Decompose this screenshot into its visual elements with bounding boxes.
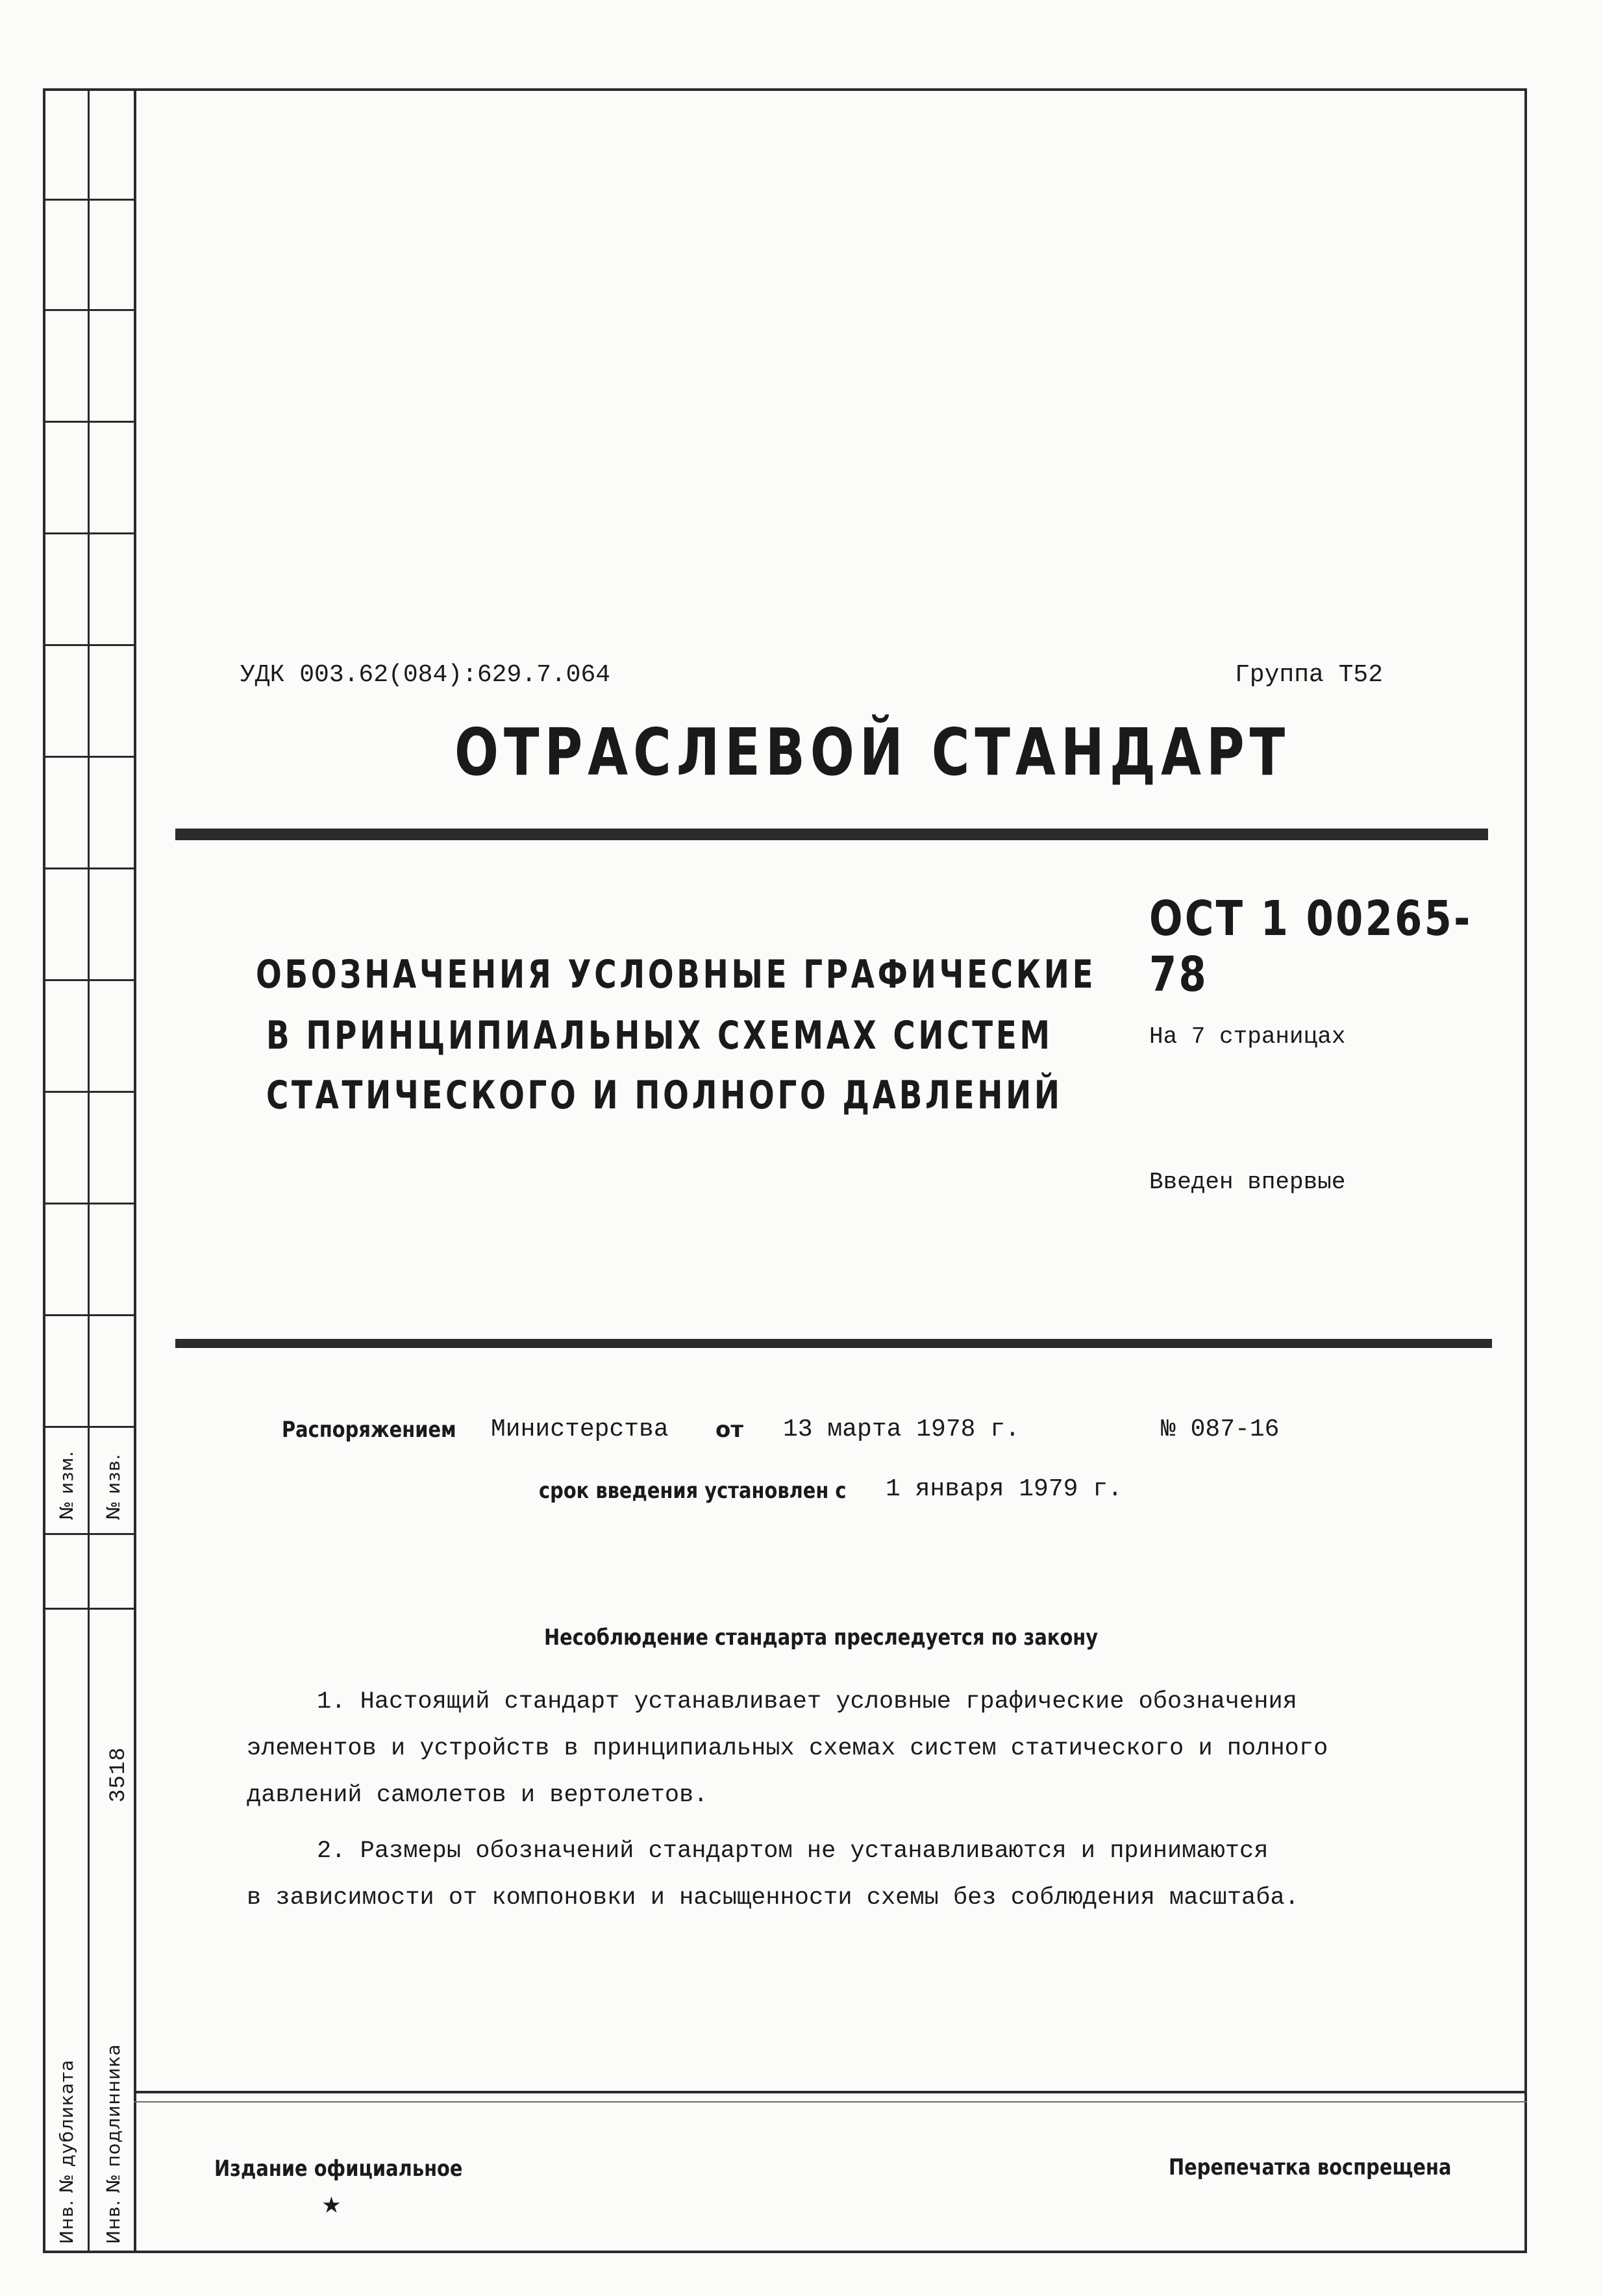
star-icon: ★	[322, 2188, 341, 2223]
strip-line	[43, 1533, 134, 1535]
page-title: ОТРАСЛЕВОЙ СТАНДАРТ	[454, 714, 1291, 790]
strip-line	[43, 756, 134, 758]
page-count: На 7 страницах	[1149, 1023, 1346, 1050]
law-notice: Несоблюдение стандарта преследуется по закону	[544, 1625, 1099, 1651]
standard-number: ОСТ 1 00265-78	[1149, 891, 1473, 1003]
side-strip-column-divider	[43, 88, 90, 2253]
order-label: Распоряжением	[282, 1417, 456, 1443]
order-ministry: Министерства	[491, 1416, 669, 1443]
paragraph-1-line: 1. Настоящий стандарт устанавливает условные графические обозначения	[317, 1688, 1297, 1716]
term-label: срок введения установлен с	[539, 1478, 847, 1504]
original-inv-value: 3518	[106, 1747, 131, 1803]
udk-code: УДК 003.62(084):629.7.064	[240, 661, 611, 689]
original-inv-label: Инв. № подлинника	[103, 2043, 124, 2244]
paragraph-2-line: в зависимости от компоновки и насыщенности схемы без соблюдения масштаба.	[247, 1884, 1299, 1912]
footer-rule-thin	[134, 2101, 1527, 2103]
strip-line	[43, 309, 134, 311]
order-from-label: от	[715, 1417, 744, 1443]
introduction-status: Введен впервые	[1149, 1169, 1346, 1195]
order-date: 13 марта 1978 г.	[783, 1416, 1020, 1443]
standard-group: Группа Т52	[1235, 661, 1384, 689]
notice-no-label: № изв.	[103, 1453, 124, 1520]
strip-line	[43, 644, 134, 646]
official-edition-label: Издание официальное	[214, 2156, 463, 2182]
strip-line	[43, 867, 134, 869]
side-strip	[43, 88, 134, 2253]
strip-line	[43, 1426, 134, 1428]
reprint-prohibited-label: Перепечатка воспрещена	[1169, 2154, 1452, 2180]
strip-line	[43, 979, 134, 981]
section-rule	[175, 1339, 1492, 1348]
standard-name-line-3: СТАТИЧЕСКОГО И ПОЛНОГО ДАВЛЕНИЙ	[266, 1073, 1063, 1118]
strip-line	[43, 1091, 134, 1093]
paragraph-1-line: давлений самолетов и вертолетов.	[247, 1782, 708, 1809]
duplicate-inv-label: Инв. № дубликата	[56, 2059, 77, 2244]
standard-name-line-1: ОБОЗНАЧЕНИЯ УСЛОВНЫЕ ГРАФИЧЕСКИЕ	[256, 952, 1097, 997]
paragraph-2-line: 2. Размеры обозначений стандартом не устанавливаются и принимаются	[317, 1838, 1269, 1865]
paragraph-1-line: элементов и устройств в принципиальных схемах систем статического и полного	[247, 1735, 1328, 1762]
strip-line	[43, 532, 134, 534]
strip-line	[43, 199, 134, 201]
strip-line	[43, 1203, 134, 1204]
header-rule	[175, 829, 1488, 840]
standard-name-line-2: В ПРИНЦИПИАЛЬНЫХ СХЕМАХ СИСТЕМ	[266, 1013, 1053, 1058]
order-number: № 087-16	[1161, 1416, 1280, 1443]
strip-line	[43, 1608, 134, 1610]
footer-rule	[134, 2091, 1527, 2093]
strip-line	[43, 1314, 134, 1316]
strip-line	[43, 421, 134, 423]
change-no-label: № изм.	[56, 1450, 77, 1520]
term-date: 1 января 1979 г.	[886, 1475, 1123, 1503]
